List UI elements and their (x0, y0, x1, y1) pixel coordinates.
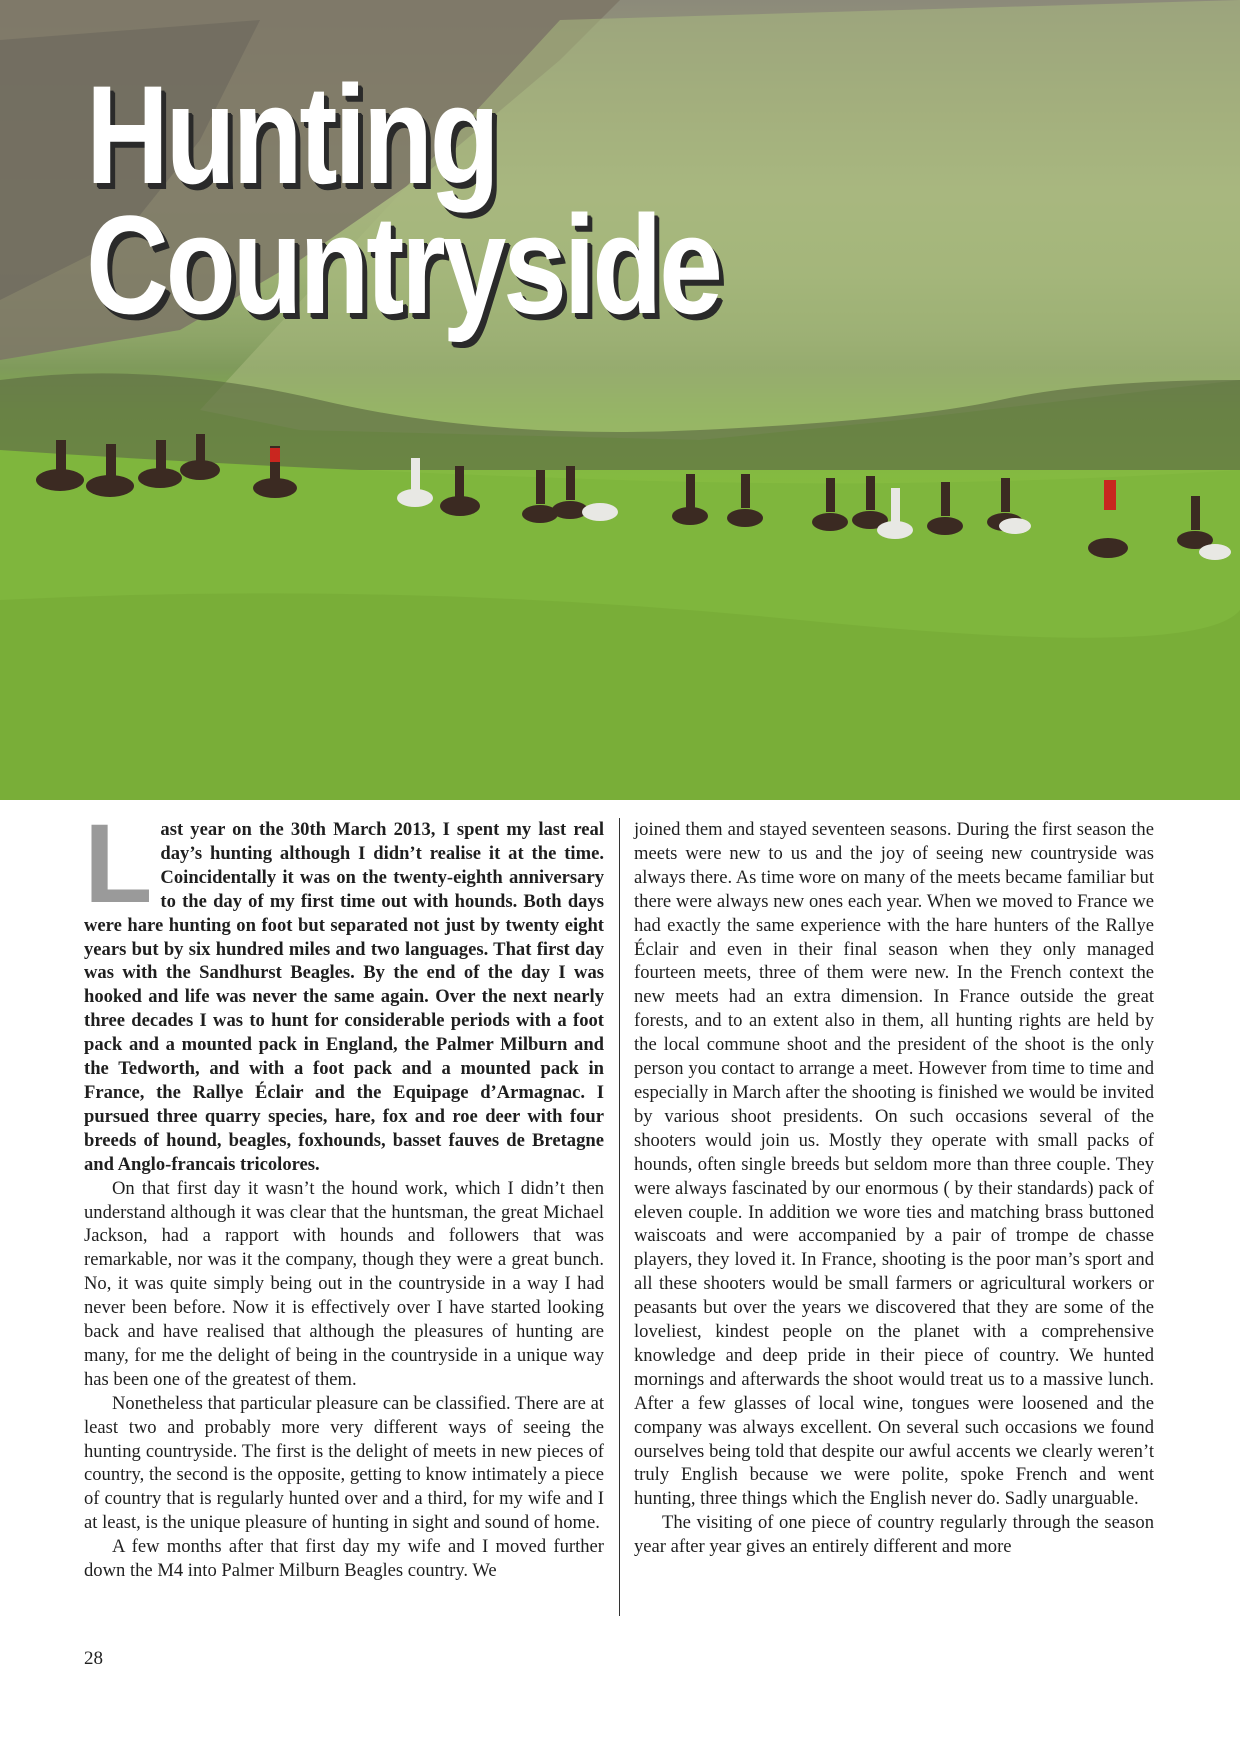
column-divider (619, 818, 620, 1616)
paragraph: The visiting of one piece of country regularly through the season year after year gives an entirely different and more (634, 1512, 1154, 1558)
headline-line-2: Countryside (86, 186, 720, 343)
paragraph: Nonetheless that particular pleasure can be classified. There are at least two and probably more very different ways of seeing the hunting countryside. The first is the delight of meets in new pieces of country, the second is the opposite, getting to know intimately a piece of country that is regularly hunted over and a third, for my wife and I at least, is the unique pleasure of hunting in sight and sound of home. (84, 1392, 604, 1534)
hero-photo (0, 0, 1240, 800)
paragraph: A few months after that first day my wife and I moved further down the M4 into Palmer Milburn Beagles country. We (84, 1536, 604, 1582)
headline (86, 56, 720, 343)
page-number: 28 (84, 1648, 103, 1669)
lead-paragraph (84, 801, 604, 1177)
lead-text: ast year on the 30th March 2013, I spent my last real day’s hunting although I didn’t realise it at the time. Coincidentally it was on the twenty-eighth anniversary to the day of my first time out with hounds. Both days were hare hunting on foot but separated not just by twenty eight years but by six hundred miles and two languages. That first day was with the Sandhurst Beagles. By the end of the day I was hooked and life was never the same again. Over the next nearly three decades I was to hunt for considerable periods with a foot pack and a mounted pack in England, the Palmer Milburn and the Tedworth, and with a foot pack and a mounted pack in France, the Rallye Éclair and the Equipage d’Armagnac. I pursued three quarry species, hare, fox and roe deer with four breeds of hound, beagles, foxhounds, basset fauves de Bretagne and Anglo-francais tricolores. (84, 819, 604, 1175)
paragraph: joined them and stayed seventeen seasons. During the first season the meets were new to us and the joy of seeing new countryside was always there. As time wore on many of the meets became familiar but there were always new ones each year. When we moved to France we had exactly the same experience with the hare hunters of the Rallye Éclair and even in their final season when they only managed fourteen meets, three of them were new. In the French context the new meets had an extra dimension. In France outside the great forests, and to an extent also in them, all hunting rights are held by the local commune shoot and the president of the shoot is the only person you contact to arrange a meet. However from time to time and especially in March after the shooting is finished we would be invited by various shoot presidents. On such occasions several of the shooters would join us. Mostly they operate with small packs of hounds, often single breeds but seldom more than three couple. They were always fascinated by our enormous ( by their standards) pack of eleven couple. In addition we wore ties and matching brass buttoned waiscoats and were accompanied by a pair of trompe de chasse players, they loved it. In France, shooting is the poor man’s sport and all these shooters would be small farmers or agricultural workers or peasants but over the years we discovered that they are some of the loveliest, kindest people on the planet with a comprehensive knowledge and deep pride in their piece of country. We hunted mornings and afterwards the shoot would treat us to a massive lunch. After a few glasses of local wine, tongues were loosened and the company was always excellent. On several such occasions we found ourselves being told that despite our awful accents we clearly weren’t truly English because we were polite, spoke French and went hunting, three things which the English never do. Sadly unarguable. (634, 819, 1154, 1510)
drop-cap: L (84, 801, 153, 926)
article-column-right (634, 818, 1154, 1559)
article-column-left (84, 801, 604, 1583)
headline-line-1: Hunting (86, 56, 497, 213)
paragraph: On that first day it wasn’t the hound work, which I didn’t then understand although it was clear that the huntsman, the great Michael Jackson, had a rapport with hounds and followers that was remarkable, nor was it the company, though they were a great bunch. No, it was quite simply being out in the countryside in a way I had never been before. Now it is effectively over I have started looking back and have realised that although the pleasures of hunting are many, for me the delight of being in the countryside in a unique way has been one of the greatest of them. (84, 1177, 604, 1390)
